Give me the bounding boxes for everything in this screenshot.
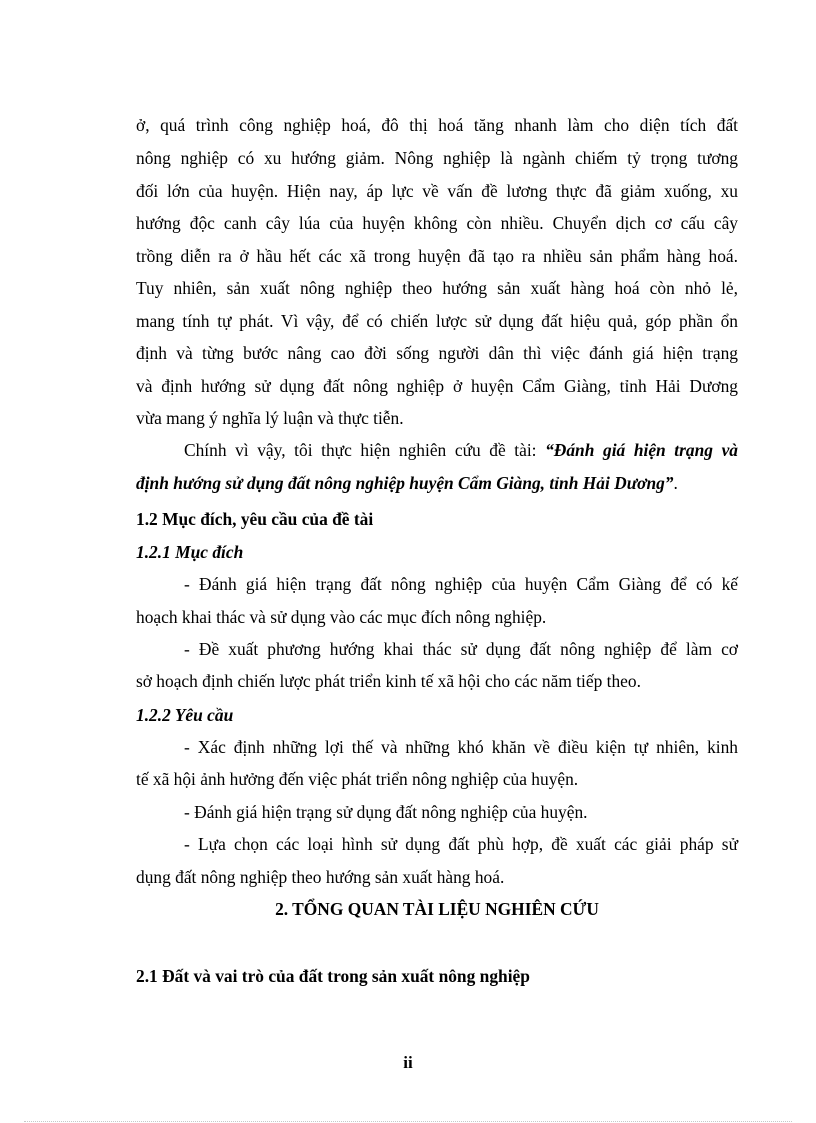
thesis-title-part1: “Đánh giá hiện trạng và (545, 440, 738, 460)
paragraph-line: vừa mang ý nghĩa lý luận và thực tiễn. (136, 408, 404, 428)
section-heading-2-1: 2.1 Đất và vai trò của đất trong sản xuất nông nghiệp (136, 966, 530, 986)
thesis-title-part2: định hướng sử dụng đất nông nghiệp huyện Cẩm Giàng, tỉnh Hải Dương” (136, 473, 674, 493)
paragraph-line: định và từng bước nâng cao đời sống người dân thì việc đánh giá hiện trạng (136, 343, 738, 363)
paragraph-line: nông nghiệp có xu hướng giảm. Nông nghiệp là ngành chiếm tỷ trọng tương (136, 148, 738, 168)
paragraph-line (184, 439, 738, 461)
intro-text: Chính vì vậy, tôi thực hiện nghiên cứu đề tài: (184, 440, 546, 460)
section-heading-1-2: 1.2 Mục đích, yêu cầu của đề tài (136, 509, 374, 529)
paragraph-line: hướng độc canh cây lúa của huyện không còn nhiều. Chuyển dịch cơ cấu cây (136, 213, 738, 233)
purpose-item-continued: sở hoạch định chiến lược phát triển kinh tế xã hội cho các năm tiếp theo. (136, 671, 641, 691)
requirement-item: - Đánh giá hiện trạng sử dụng đất nông nghiệp của huyện. (184, 802, 588, 822)
paragraph-line: trồng diễn ra ở hầu hết các xã trong huyện đã tạo ra nhiều sản phẩm hàng hoá. (136, 246, 738, 266)
page-bottom-divider (24, 1121, 792, 1122)
purpose-item: - Đánh giá hiện trạng đất nông nghiệp của huyện Cẩm Giàng để có kế (184, 574, 738, 594)
paragraph-line: và định hướng sử dụng đất nông nghiệp ở huyện Cẩm Giàng, tỉnh Hải Dương (136, 376, 738, 396)
period: . (673, 473, 678, 493)
purpose-item-continued: hoạch khai thác và sử dụng vào các mục đích nông nghiệp. (136, 607, 547, 627)
subsection-heading-1-2-2: 1.2.2 Yêu cầu (136, 705, 234, 725)
paragraph-line: đối lớn của huyện. Hiện nay, áp lực về vấn đề lương thực đã giảm xuống, xu (136, 181, 738, 201)
page-number: ii (403, 1053, 413, 1072)
requirement-item-continued: dụng đất nông nghiệp theo hướng sản xuất hàng hoá. (136, 867, 505, 887)
paragraph-line (136, 472, 738, 494)
chapter-heading-2: 2. TỔNG QUAN TÀI LIỆU NGHIÊN CỨU (275, 899, 599, 919)
purpose-item: - Đề xuất phương hướng khai thác sử dụng đất nông nghiệp để làm cơ (184, 639, 738, 659)
paragraph-line: ở, quá trình công nghiệp hoá, đô thị hoá tăng nhanh làm cho diện tích đất (136, 115, 738, 135)
paragraph-line: Tuy nhiên, sản xuất nông nghiệp theo hướng sản xuất hàng hoá còn nhỏ lẻ, (136, 278, 738, 298)
requirement-item: - Xác định những lợi thế và những khó khăn về điều kiện tự nhiên, kinh (184, 737, 738, 757)
paragraph-line: mang tính tự phát. Vì vậy, để có chiến lược sử dụng đất hiệu quả, góp phần ổn (136, 311, 738, 331)
requirement-item: - Lựa chọn các loại hình sử dụng đất phù hợp, đề xuất các giải pháp sử (184, 834, 738, 854)
subsection-heading-1-2-1: 1.2.1 Mục đích (136, 542, 244, 562)
requirement-item-continued: tế xã hội ảnh hưởng đến việc phát triển nông nghiệp của huyện. (136, 769, 579, 789)
